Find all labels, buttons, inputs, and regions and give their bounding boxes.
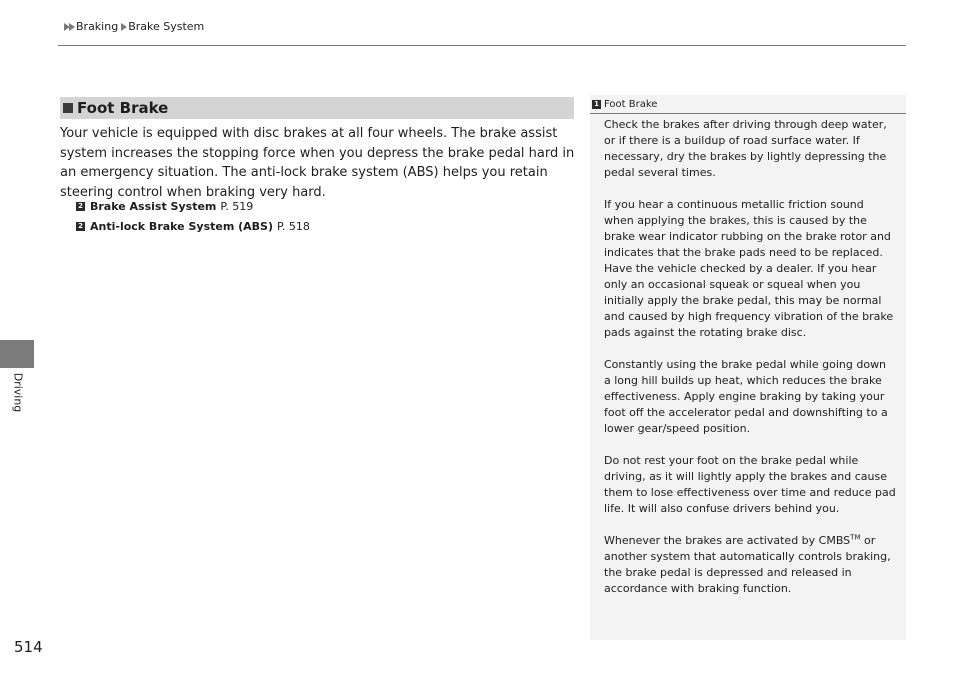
header-divider (58, 45, 906, 46)
chapter-tab-marker (0, 340, 34, 368)
sidebar-body (604, 117, 896, 613)
section-body-text: Your vehicle is equipped with disc brakes at all four wheels. The brake assist system increases the stopping force when you depress the brake pedal hard in an emergency situation. The anti-lock brake system (ABS) helps you retain steering control when braking very hard. (60, 126, 575, 200)
xref-title: Anti-lock Brake System (ABS) (90, 220, 273, 233)
sidebar-paragraph: Do not rest your foot on the brake pedal while driving, as it will lightly apply the brakes and cause them to lose effectiveness over time and reduce pad life. It will also confuse drivers behind you. (604, 454, 896, 515)
breadcrumb (64, 20, 207, 33)
section-square-icon (63, 103, 73, 113)
sidebar-paragraph: Constantly using the brake pedal while going down a long hill builds up heat, which reduces the brake effectiveness. Apply engine braking by taking your foot off the accelerator pedal and downshifting to a lower gear/speed position. (604, 358, 888, 435)
cmbs-text-after: or another system that automatically controls braking, the brake pedal is depressed and released in accordance with braking function. (604, 534, 891, 595)
xref-abs[interactable] (76, 220, 310, 233)
cmbs-text-before: Whenever the brakes are activated by CMBS (604, 534, 851, 547)
xref-title: Brake Assist System (90, 200, 217, 213)
breadcrumb-current[interactable]: Brake System (128, 20, 205, 33)
chapter-label: Driving (11, 372, 25, 413)
sidebar-paragraph-cmbs (604, 533, 896, 597)
reference-arrow-icon: 2 (76, 202, 85, 211)
breadcrumb-arrow-icon (121, 23, 127, 31)
note-number-icon: 1 (592, 100, 601, 109)
sidebar-paragraph: If you hear a continuous metallic friction sound when applying the brakes, this is caused by the brake wear indicator rubbing on the brake rotor and indicates that the brake pads need to be replaced. Have the vehicle checked by a dealer. If you hear only an occasional squeak or squeal when you initially apply the brake pedal, this may be normal and caused by high frequency vibration of the brake pads against the rotating brake disc. (604, 198, 894, 339)
breadcrumb-link-braking[interactable]: Braking (76, 20, 119, 33)
xref-page: P. 519 (220, 200, 254, 213)
sidebar-notes (590, 95, 906, 640)
xref-brake-assist[interactable] (76, 200, 253, 213)
sidebar-heading-label: Foot Brake (604, 98, 658, 110)
reference-arrow-icon: 2 (76, 222, 85, 231)
page-number: 514 (14, 638, 43, 656)
xref-page: P. 518 (277, 220, 310, 233)
section-header (60, 97, 574, 119)
sidebar-heading (590, 95, 906, 114)
trademark-mark: TM (850, 533, 861, 542)
section-title: Foot Brake (77, 99, 169, 117)
breadcrumb-arrow-icon (69, 23, 75, 31)
sidebar-paragraph: Check the brakes after driving through deep water, or if there is a buildup of road surface water. If necessary, dry the brakes by lightly depressing the pedal several times. (604, 118, 887, 179)
